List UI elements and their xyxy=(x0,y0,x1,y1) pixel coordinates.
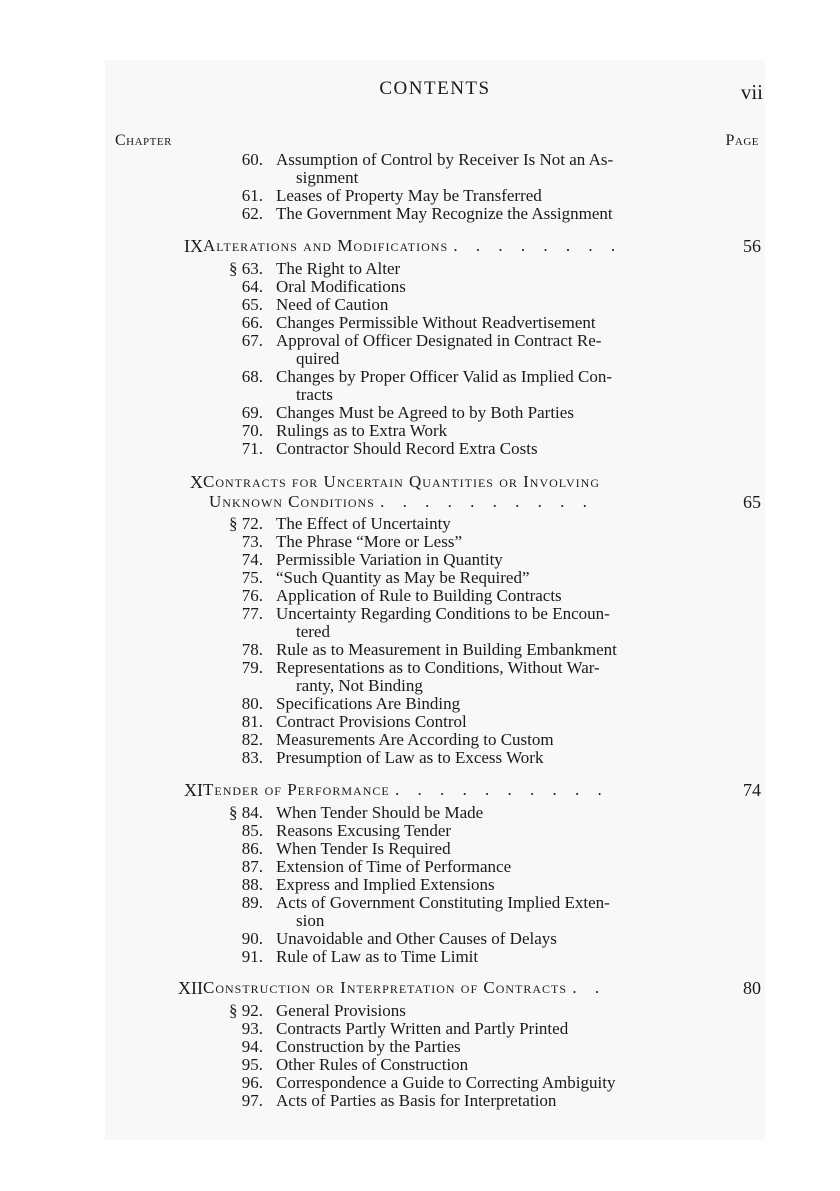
section-number: 60. xyxy=(241,150,263,169)
chapter-title: Tender of Performance . . . . . . . . . . xyxy=(203,780,609,799)
section-title: Assumption of Control by Receiver Is Not an As- signment xyxy=(276,150,614,187)
chapter-title: Contracts for Uncertain Quantities or Involving Unknown Conditions . . . . . . . . . . xyxy=(203,472,601,511)
chapter-page: 56 xyxy=(743,236,761,256)
chapter-page: 80 xyxy=(743,978,761,998)
chapter-page: 74 xyxy=(743,780,761,800)
chapter-number: XI xyxy=(184,780,203,800)
chapter-number: X xyxy=(190,472,203,492)
page-number: vii xyxy=(740,80,763,104)
page: CONTENTS vii Chapter Page 60. Assumption of Control by Receiver Is Not an As- signment 61. Leases of Property May be Transferred 62. The Government May Recognize the Assignment IX Alterations and Modifications . . . . . . . . 56 § 63. The Right to Alter 64. Oral Modifications 65. Need of Caution 66. Changes Permissible Without Readvertisement 67. Approval of Officer Designated in Contract Re- quired 68. Changes by Proper Officer Valid as Implied Con- tracts 69. Changes Must be Agreed to by Both Parties 70. Rulings as to Extra Work 71. Contractor Should Record Extra Costs X Contracts for Uncertain Quantities or Involving Unknown Conditions . . . . . . . . . . 65 § 72. The Effect of Uncertainty 73. The Phrase “More or Less” 74. Permissible Variation in Quantity 75. “Such Quantity as May be Required” 76. Application of Rule to Building Contracts 77. Uncertainty Regarding Conditions to be Encoun- tered 78. Rule as to Measurement in Building Embankment 79. Representations as to Conditions, Without War- ranty, Not Binding 80. Specifications Are Binding 81. Contract Provisions Control 82. Measurements Are According to Custom 83. Presumption of Law as to Excess Work XI Tender of Performance . . . . . . . . . . 74 § 84. When Tender Should be Made 85. Reasons Excusing Tender 86. When Tender Is Required 87. Extension of Time of Performance 88. Express and Implied Extensions 89. Acts of Government Constituting Implied Exten- sion 90. Unavoidable and Other Causes of Delays 91. Rule of Law as to Time Limit XII Construction or Interpretation of Contracts . . 80 § 92. General Provisions 93. Contracts Partly Written and Partly Printed 94. Construction by the Parties 95. Other Rules of Construction 96. Correspondence a Guide to Correcting Ambiguity 97. Acts of Parties as Basis for Interpretation xyxy=(105,60,765,1140)
chapter-number: IX xyxy=(184,236,203,256)
chapter-page: 65 xyxy=(743,492,761,512)
chapter-number: XII xyxy=(178,978,203,998)
chapter-title: Construction or Interpretation of Contracts . . xyxy=(203,978,607,997)
section-title: The Government May Recognize the Assignment xyxy=(276,204,613,223)
section-title: Leases of Property May be Transferred xyxy=(276,186,542,205)
section-number: 61. xyxy=(241,186,263,205)
section-number: 62. xyxy=(241,204,263,223)
chapter-title: Alterations and Modifications . . . . . . . . xyxy=(203,236,623,255)
chapter-column-label: Chapter xyxy=(115,132,172,149)
page-title: CONTENTS xyxy=(379,78,491,99)
page-column-label: Page xyxy=(725,132,759,149)
